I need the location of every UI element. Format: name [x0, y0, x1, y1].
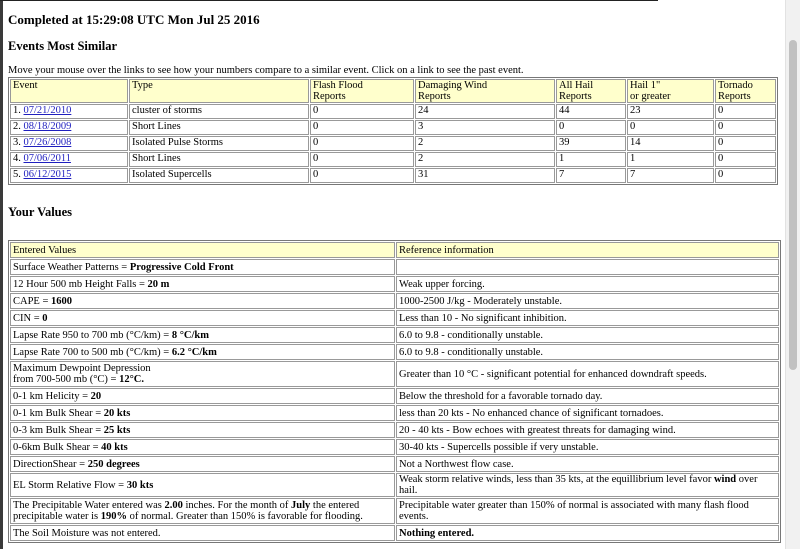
completion-timestamp: Completed at 15:29:08 UTC Mon Jul 25 2016	[8, 12, 260, 27]
your-values-heading: Your Values	[8, 205, 73, 219]
header-entered-values: Entered Values	[10, 242, 395, 258]
your-values-table	[8, 240, 781, 543]
entered-value: Lapse Rate 700 to 500 mb (°C/km) = 6.2 °C/km	[10, 344, 395, 360]
hail-1in-count: 7	[627, 168, 714, 183]
entered-value: 0-3 km Bulk Shear = 25 kts	[10, 422, 395, 438]
reference-info: Less than 10 - No significant inhibition.	[396, 310, 779, 326]
header-type: Type	[129, 79, 309, 103]
event-type: Isolated Supercells	[129, 168, 309, 183]
event-cell: 4. 07/06/2011	[10, 152, 128, 167]
reference-info: 30-40 kts - Supercells possible if very unstable.	[396, 439, 779, 455]
entered-value: Lapse Rate 950 to 700 mb (°C/km) = 8 °C/km	[10, 327, 395, 343]
value-row-dewpoint	[10, 361, 779, 387]
events-header-row	[10, 79, 776, 103]
vertical-scrollbar[interactable]	[785, 0, 800, 549]
damaging-wind-count: 2	[415, 136, 555, 151]
event-type: Isolated Pulse Storms	[129, 136, 309, 151]
all-hail-count: 39	[556, 136, 626, 151]
damaging-wind-count: 31	[415, 168, 555, 183]
reference-info: 20 - 40 kts - Bow echoes with greatest threats for damaging wind.	[396, 422, 779, 438]
hail-1in-count: 1	[627, 152, 714, 167]
event-row	[10, 120, 776, 135]
all-hail-count: 1	[556, 152, 626, 167]
damaging-wind-count: 24	[415, 104, 555, 119]
entered-value: EL Storm Relative Flow = 30 kts	[10, 473, 395, 497]
event-type: Short Lines	[129, 152, 309, 167]
events-most-similar-heading: Events Most Similar	[8, 39, 118, 53]
event-link-1[interactable]: 07/21/2010	[23, 105, 72, 116]
event-link-5[interactable]: 06/12/2015	[23, 169, 72, 180]
value-row-precipitable-water	[10, 498, 779, 524]
value-row	[10, 388, 779, 404]
hail-1in-count: 0	[627, 120, 714, 135]
reference-info	[396, 259, 779, 275]
entered-value: CAPE = 1600	[10, 293, 395, 309]
flash-flood-count: 0	[310, 120, 414, 135]
header-tornado: Tornado Reports	[715, 79, 776, 103]
tornado-count: 0	[715, 136, 776, 151]
header-hail-1in: Hail 1" or greater	[627, 79, 714, 103]
event-row	[10, 136, 776, 151]
entered-value: 0-1 km Helicity = 20	[10, 388, 395, 404]
value-row-el-flow	[10, 473, 779, 497]
event-cell: 5. 06/12/2015	[10, 168, 128, 183]
entered-value: The Precipitable Water entered was 2.00 inches. For the month of July the entered precipitable water is 190% of normal. Greater than 150% is favorable for flooding.	[10, 498, 395, 524]
entered-value: DirectionShear = 250 degrees	[10, 456, 395, 472]
reference-info: 6.0 to 9.8 - conditionally unstable.	[396, 327, 779, 343]
reference-info: Nothing entered.	[396, 525, 779, 541]
top-divider	[0, 0, 658, 1]
entered-value: 0-6km Bulk Shear = 40 kts	[10, 439, 395, 455]
tornado-count: 0	[715, 120, 776, 135]
event-link-4[interactable]: 07/06/2011	[23, 153, 71, 164]
value-row	[10, 259, 779, 275]
hail-1in-count: 14	[627, 136, 714, 151]
value-row	[10, 456, 779, 472]
header-event: Event	[10, 79, 128, 103]
hail-1in-count: 23	[627, 104, 714, 119]
tornado-count: 0	[715, 168, 776, 183]
value-row	[10, 327, 779, 343]
scrollbar-thumb[interactable]	[789, 40, 797, 370]
event-row	[10, 152, 776, 167]
value-row	[10, 344, 779, 360]
reference-info: less than 20 kts - No enhanced chance of significant tornadoes.	[396, 405, 779, 421]
flash-flood-count: 0	[310, 152, 414, 167]
entered-value: CIN = 0	[10, 310, 395, 326]
reference-info: Weak storm relative winds, less than 35 kts, at the equillibrium level favor wind over hail.	[396, 473, 779, 497]
flash-flood-count: 0	[310, 136, 414, 151]
event-row	[10, 104, 776, 119]
event-cell: 1. 07/21/2010	[10, 104, 128, 119]
entered-value: 12 Hour 500 mb Height Falls = 20 m	[10, 276, 395, 292]
entered-value: Maximum Dewpoint Depression from 700-500 mb (°C) = 12°C.	[10, 361, 395, 387]
value-row	[10, 310, 779, 326]
flash-flood-count: 0	[310, 104, 414, 119]
flash-flood-count: 0	[310, 168, 414, 183]
tornado-count: 0	[715, 104, 776, 119]
all-hail-count: 7	[556, 168, 626, 183]
all-hail-count: 44	[556, 104, 626, 119]
entered-value: 0-1 km Bulk Shear = 20 kts	[10, 405, 395, 421]
damaging-wind-count: 3	[415, 120, 555, 135]
window-left-edge	[0, 0, 3, 549]
reference-info: 1000-2500 J/kg - Moderately unstable.	[396, 293, 779, 309]
value-row-soil-moisture	[10, 525, 779, 541]
value-row	[10, 293, 779, 309]
entered-value: Surface Weather Patterns = Progressive Cold Front	[10, 259, 395, 275]
reference-info: Weak upper forcing.	[396, 276, 779, 292]
value-row	[10, 405, 779, 421]
event-type: cluster of storms	[129, 104, 309, 119]
reference-info: Precipitable water greater than 150% of normal is associated with many flash flood events.	[396, 498, 779, 524]
reference-info: Greater than 10 °C - significant potential for enhanced downdraft speeds.	[396, 361, 779, 387]
damaging-wind-count: 2	[415, 152, 555, 167]
value-row	[10, 276, 779, 292]
event-cell: 2. 08/18/2009	[10, 120, 128, 135]
values-header-row	[10, 242, 779, 258]
reference-info: 6.0 to 9.8 - conditionally unstable.	[396, 344, 779, 360]
all-hail-count: 0	[556, 120, 626, 135]
header-reference-info: Reference information	[396, 242, 779, 258]
value-row	[10, 422, 779, 438]
entered-value: The Soil Moisture was not entered.	[10, 525, 395, 541]
event-cell: 3. 07/26/2008	[10, 136, 128, 151]
event-link-2[interactable]: 08/18/2009	[23, 121, 72, 132]
event-row	[10, 168, 776, 183]
value-row	[10, 439, 779, 455]
header-damaging-wind: Damaging Wind Reports	[415, 79, 555, 103]
reference-info: Not a Northwest flow case.	[396, 456, 779, 472]
tornado-count: 0	[715, 152, 776, 167]
instructions-text: Move your mouse over the links to see how your numbers compare to a similar event. Click on a link to see the past event.	[8, 65, 524, 76]
header-all-hail: All Hail Reports	[556, 79, 626, 103]
similar-events-table	[8, 77, 778, 185]
event-type: Short Lines	[129, 120, 309, 135]
header-flash-flood: Flash Flood Reports	[310, 79, 414, 103]
reference-info: Below the threshold for a favorable tornado day.	[396, 388, 779, 404]
event-link-3[interactable]: 07/26/2008	[23, 137, 72, 148]
